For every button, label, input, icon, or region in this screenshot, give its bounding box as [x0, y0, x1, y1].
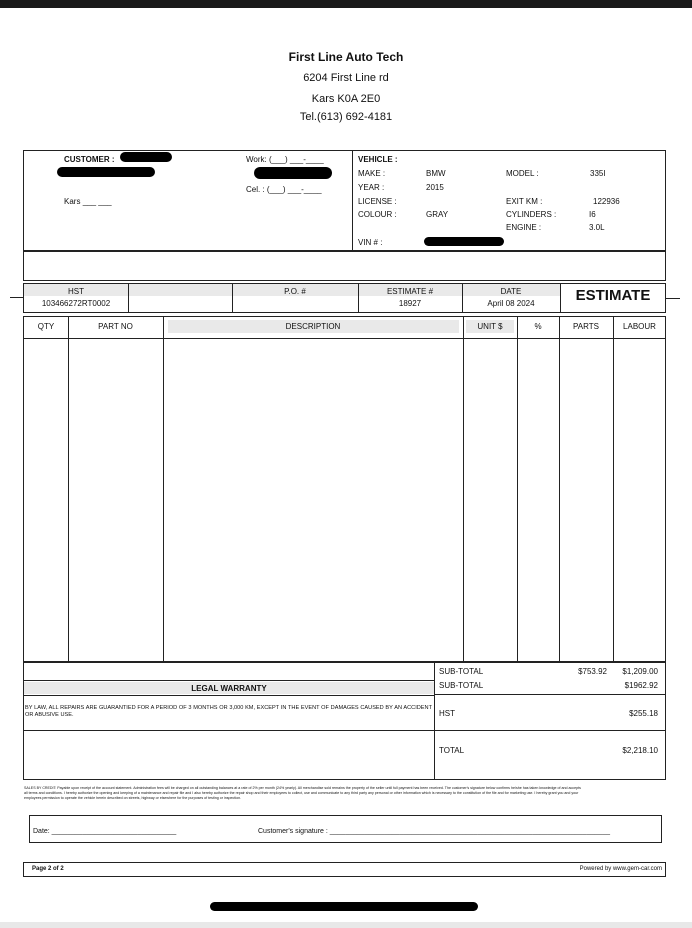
divider	[434, 662, 435, 780]
warranty-title: LEGAL WARRANTY	[191, 684, 267, 693]
col-labour: LABOUR	[623, 322, 656, 331]
redacted-phone	[254, 167, 332, 179]
rule	[434, 730, 666, 731]
customer-label: CUSTOMER :	[64, 155, 115, 164]
make-label: MAKE :	[358, 169, 386, 178]
divider	[163, 316, 164, 662]
rule	[23, 695, 434, 696]
date-field[interactable]: Date: ________________________________	[33, 828, 177, 835]
year-value: 2015	[426, 183, 444, 192]
po-label: P.O. #	[284, 287, 306, 296]
col-percent: %	[534, 322, 542, 331]
blank-band	[23, 251, 666, 281]
rule	[23, 730, 434, 731]
divider	[517, 316, 518, 662]
date-value: April 08 2024	[487, 299, 535, 308]
engine-value: 3.0L	[589, 223, 605, 232]
total-value: $2,218.10	[622, 746, 658, 755]
make-value: BMW	[426, 169, 446, 178]
col-part-no: PART NO	[98, 322, 133, 331]
divider	[613, 316, 614, 662]
model-value: 335I	[590, 169, 606, 178]
home-indicator[interactable]	[210, 902, 478, 911]
divider	[128, 283, 129, 313]
col-qty: QTY	[37, 322, 55, 331]
year-label: YEAR :	[358, 183, 385, 192]
top-status-bar	[0, 0, 692, 8]
company-address-line2: Kars K0A 2E0	[311, 93, 381, 105]
cell-phone: Cel. : (___) ___-____	[246, 185, 322, 194]
company-name: First Line Auto Tech	[288, 50, 404, 64]
customer-vehicle-box	[23, 150, 666, 251]
work-phone: Work: (___) ___-____	[246, 155, 324, 164]
divider	[352, 150, 353, 251]
divider	[463, 316, 464, 662]
subtotal-label: SUB-TOTAL	[439, 667, 484, 676]
redacted-vin	[424, 237, 504, 246]
hst-total-label: HST	[439, 709, 455, 718]
col-parts: PARTS	[573, 322, 599, 331]
divider	[559, 316, 560, 662]
date-label: DATE	[500, 287, 522, 296]
total-label: TOTAL	[439, 746, 465, 755]
page-number: Page 2 of 2	[32, 866, 64, 872]
cylinders-label: CYLINDERS :	[506, 210, 557, 219]
rule	[434, 694, 666, 695]
customer-city: Kars ___ ___	[64, 197, 112, 206]
vin-label: VIN # :	[358, 238, 383, 247]
hst-number: 103466272RT0002	[41, 299, 111, 308]
colour-value: GRAY	[426, 210, 449, 219]
rule	[23, 680, 434, 681]
estimate-label: ESTIMATE #	[386, 287, 434, 296]
redacted-customer-address	[57, 167, 155, 177]
company-phone: Tel.(613) 692-4181	[299, 111, 393, 123]
parts-subtotal: $753.92	[578, 667, 607, 676]
estimate-number: 18927	[398, 299, 422, 308]
redacted-customer-name	[120, 152, 172, 162]
header-rule	[23, 338, 666, 339]
exit-km-label: EXIT KM :	[506, 197, 543, 206]
license-label: LICENSE :	[358, 197, 397, 206]
vehicle-title: VEHICLE :	[358, 155, 398, 164]
cylinders-value: I6	[589, 210, 596, 219]
powered-by: Powered by www.gem-car.com	[579, 866, 662, 872]
customer-signature-field[interactable]: Customer's signature : ________________________________________________________________________	[258, 828, 611, 835]
model-label: MODEL :	[506, 169, 539, 178]
labour-subtotal: $1,209.00	[622, 667, 658, 676]
divider	[68, 316, 69, 662]
outside-tick-right	[666, 298, 680, 299]
warranty-text: BY LAW, ALL REPAIRS ARE GUARANTIED FOR A PERIOD OF 3 MONTHS OR 3,000 KM, EXCEPT IN THE EVENT OF DAMAGES CAUSED BY AN ACCIDENT OR ABUSIVE USE.	[25, 705, 432, 718]
engine-label: ENGINE :	[506, 223, 542, 232]
bottom-bar	[0, 922, 692, 928]
credit-terms: SALES BY CREDIT: Payable upon receipt of the account statement. Administration fees will be charged on all outstanding balances at a rate of 2% per month (24% yearly). All merchandise sold remains the property of the seller until full payment has been received. The customer's signature below confirms he/she has taken knowledge of and accepts all terms and conditions. I hereby authorize the opening and keeping of a maintenance and repair file and I also hereby authorize the repair shop and their employees to collect, use and communicate to any third party any personal or other information which is necessary to the constitution of the file and for marketing use. I hereby grant you and your employees permission to operate the vehicle herein described on streets, highway or elsewhere for the purposes of testing or inspection.	[24, 786, 581, 800]
col-description: DESCRIPTION	[285, 322, 341, 331]
document-type: ESTIMATE	[575, 287, 651, 304]
hst-value: $255.18	[629, 709, 658, 718]
subtotal2-label: SUB-TOTAL	[439, 681, 484, 690]
outside-tick-left	[10, 297, 23, 298]
hst-label: HST	[68, 287, 84, 296]
subtotal-value: $1962.92	[624, 681, 658, 690]
exit-km-value: 122936	[593, 197, 620, 206]
line-items-table	[23, 316, 666, 662]
col-unit: UNIT $	[477, 322, 503, 331]
company-address-line1: 6204 First Line rd	[303, 72, 389, 84]
colour-label: COLOUR :	[358, 210, 397, 219]
